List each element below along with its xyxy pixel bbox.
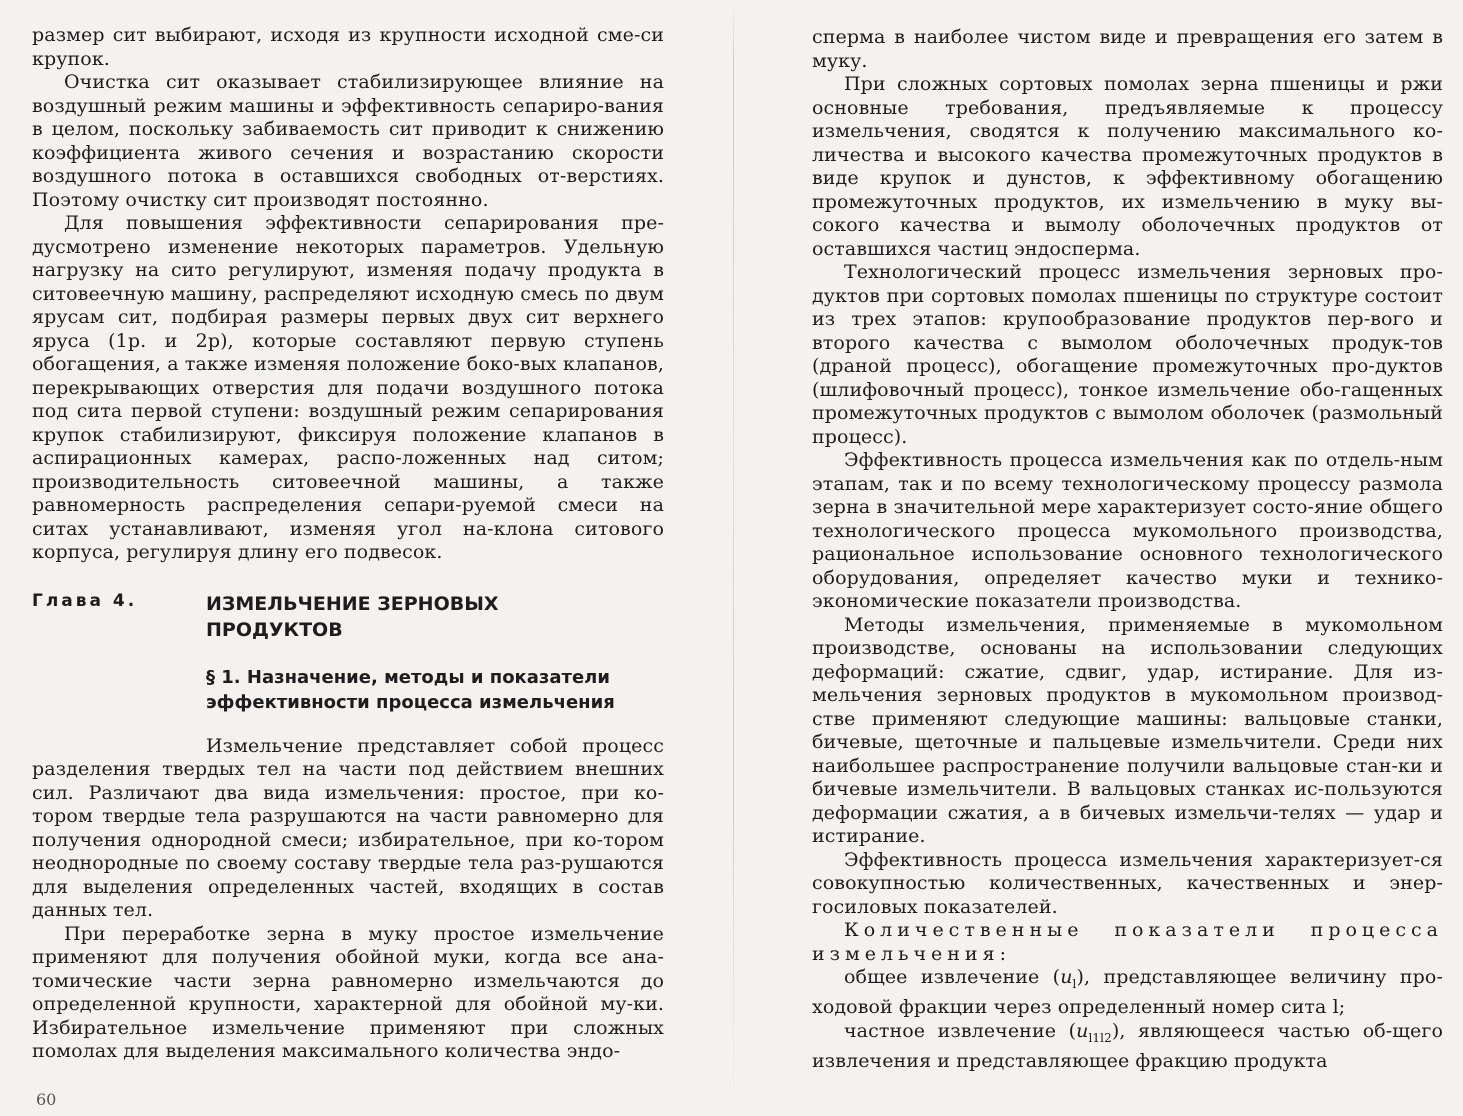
- right-paragraph-8: [812, 966, 1443, 1020]
- left-page: [0, 0, 700, 1116]
- formula-text-a: общее извлечение (: [844, 966, 1061, 988]
- chapter-label: Глава 4.: [32, 590, 138, 611]
- left-paragraph-1: размер сит выбирают, исходя из крупности исходной сме-си крупок.: [32, 24, 664, 70]
- right-paragraph-7: Количественные показатели процесса измельчения:: [812, 919, 1443, 965]
- symbol-u: u: [1060, 966, 1073, 988]
- subscript-l: l: [1072, 976, 1077, 991]
- chapter-title: ИЗМЕЛЬЧЕНИЕ ЗЕРНОВЫХ ПРОДУКТОВ: [206, 592, 499, 641]
- formula-text-c: частное извлечение (: [844, 1019, 1077, 1042]
- formula-text-d: ), являющееся частью об-щего извлечения и представляющее фракцию продукта: [812, 1019, 1443, 1073]
- right-paragraph-5: Методы измельчения, применяемые в мукомольном производстве, основаны на использовании следующих деформаций: сжатие, сдвиг, удар, истирание. Для из-мельчения зерновых продуктов в мукомольном производ-стве применяют следующие машины: вальцовые станки, бичевые, щеточные и пальцевые измельчители. Среди них наибольшее распространение получили вальцовые стан-ки и бичевые измельчители. В вальцовых станках ис-пользуются деформации сжатия, а в бичевых измельчи-телях — удар и истирание.: [812, 613, 1443, 847]
- formula-text-b: ), представляющее величину про-ходовой фракции через определенный номер сита l;: [812, 966, 1443, 1019]
- right-paragraph-3: Технологический процесс измельчения зерновых про-дуктов при сортовых помолах пшеницы по структуре состоит из трех этапов: крупообразование продуктов пер-вого и второго качества с вымолом оболочечных продук-тов (драной процесс), обогащение промежуточных про-дуктов (шлифовочный процесс), тонкое измельчение обо-гащенных промежуточных продуктов с вымолом оболочек (размольный процесс).: [812, 261, 1443, 448]
- right-paragraph-4: Эффективность процесса измельчения как по отдель-ным этапам, так и по всему технологическому процессу размола зерна в значительной мере характеризует состо-яние общего технологического процесса мукомольного производства, рациональное использование основного технологического оборудования, определяет качество муки и технико-экономические показатели производства.: [812, 449, 1443, 612]
- symbol-u-2: u: [1076, 1019, 1089, 1042]
- left-paragraph-5: При переработке зерна в муку простое измельчение применяют для получения обойной муки, когда все ана-томические части зерна равномерно измельчаются до определенной крупности, характерной для обойной му-ки. Избирательное измельчение применяют при сложных помолах для выделения максимального количества эндо-: [32, 922, 664, 1062]
- subscript-l1l2: l1l2: [1088, 1030, 1112, 1045]
- right-paragraph-1: сперма в наиболее чистом виде и превращения его затем в муку.: [812, 26, 1443, 72]
- right-paragraph-2: При сложных сортовых помолах зерна пшеницы и ржи основные требования, предъявляемые к процессу измельчения, сводятся к получению максимального ко-личества и высокого качества промежуточных продуктов в виде крупок и дунстов, к эффективному обогащению промежуточных продуктов, их измельчению в муку вы-сокого качества и вымолу оболочечных продуктов от оставшихся частиц эндосперма.: [812, 73, 1443, 260]
- page-number: 60: [36, 1090, 57, 1109]
- section-title: § 1. Назначение, методы и показатели эффективности процесса измельчения: [206, 666, 615, 713]
- right-page: [700, 0, 1463, 1116]
- right-paragraph-9: [812, 1020, 1443, 1074]
- left-paragraph-2: Очистка сит оказывает стабилизирующее влияние на воздушный режим машины и эффективность сепариро-вания в целом, поскольку забиваемость сит приводит к снижению коэффициента живого сечения и возрастанию скорости воздушного потока в оставшихся свободных от-верстиях. Поэтому очистку сит производят постоянно.: [32, 71, 664, 211]
- right-paragraph-6: Эффективность процесса измельчения характеризует-ся совокупностью количественных, качественных и энер-госиловых показателей.: [812, 848, 1443, 918]
- left-paragraph-3: Для повышения эффективности сепарирования пре-дусмотрено изменение некоторых параметров. Удельную нагрузку на сито регулируют, изменяя подачу продукта в ситовеечную машину, распределяют исходную смесь по двум ярусам сит, подбирая размеры первых двух сит верхнего яруса (1р. и 2р), которые составляют первую ступень обогащения, а также изменяя положение боко-вых клапанов, перекрывающих отверстия для подачи воздушного потока под сита первой ступени: воздушный режим сепарирования крупок стабилизируют, фиксируя положение клапанов в аспирационных камерах, распо-ложенных над ситом; производительность ситовеечной машины, а также равномерность распределения сепари-руемой смеси на ситах устанавливают, изменяя угол на-клона ситового корпуса, регулируя длину его подвесок.: [32, 212, 664, 563]
- chapter-heading: [32, 591, 664, 647]
- left-paragraph-4: Измельчение представляет собой процесс разделения твердых тел на части под действием внешних сил. Различают два вида измельчения: простое, при ко-тором твердые тела разрушаются на части равномерно для получения однородной смеси; избирательное, при ко-тором неоднородные по своему составу твердые тела раз-рушаются для выделения определенных частей, входящих в состав данных тел.: [32, 734, 664, 921]
